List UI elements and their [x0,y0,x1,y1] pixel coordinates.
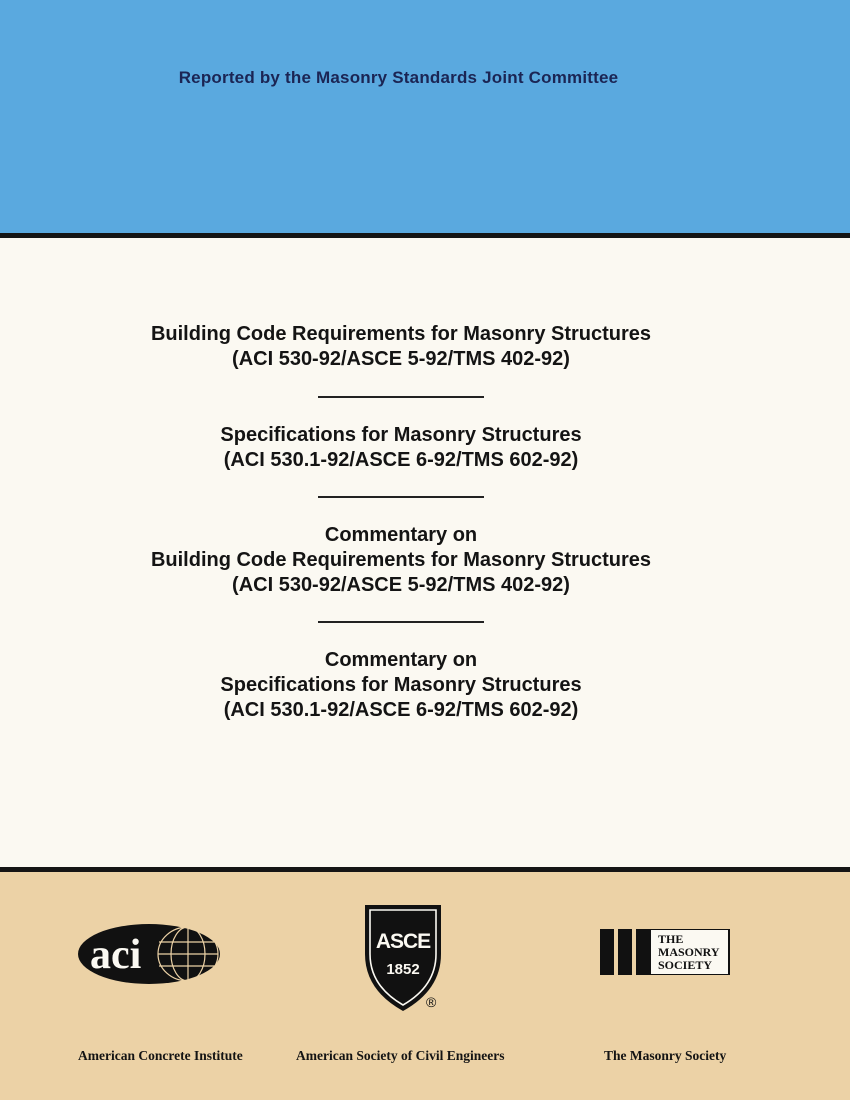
asce-logo-year: 1852 [386,961,420,978]
tms-logo-line: MASONRY [658,945,720,959]
tms-bars-icon [600,929,730,975]
reported-by-line: Reported by the Masonry Standards Joint Committee [178,68,619,87]
title-commentary-building-code [0,523,802,598]
org-name-tms: The Masonry Society [604,1048,727,1063]
title-specifications [0,423,802,473]
title-line: Specifications for Masonry Structures [220,674,582,696]
title-line: Building Code Requirements for Masonry Structures [150,323,652,345]
title-commentary-specifications [0,648,802,723]
org-name-asce: American Society of Civil Engineers [296,1048,505,1063]
title-line: (ACI 530-92/ASCE 5-92/TMS 402-92) [232,348,570,370]
title-building-code [0,322,802,372]
title-line: Building Code Requirements for Masonry Structures [150,549,652,571]
aci-logo-text: aci [90,932,142,978]
aci-globe-icon [76,922,226,986]
top-color-band [0,0,850,233]
tms-logo-line: THE [658,932,684,946]
title-line: Commentary on [324,649,478,671]
asce-logo [362,902,446,1014]
title-line: Specifications for Masonry Structures [220,424,582,446]
title-line: (ACI 530.1-92/ASCE 6-92/TMS 602-92) [223,699,579,721]
title-line: Commentary on [324,524,478,546]
title-line: (ACI 530.1-92/ASCE 6-92/TMS 602-92) [223,449,579,471]
title-line: (ACI 530-92/ASCE 5-92/TMS 402-92) [232,574,570,596]
titles-section [0,238,850,867]
org-name-aci: American Concrete Institute [78,1048,243,1063]
registered-mark: ® [426,994,437,1010]
title-separator [318,496,484,498]
tms-logo-line: SOCIETY [658,958,713,972]
title-separator [318,621,484,623]
title-separator [318,396,484,398]
asce-logo-text: ASCE [375,930,431,953]
aci-logo [76,922,226,986]
tms-logo [600,929,730,975]
bottom-color-band [0,872,850,1100]
